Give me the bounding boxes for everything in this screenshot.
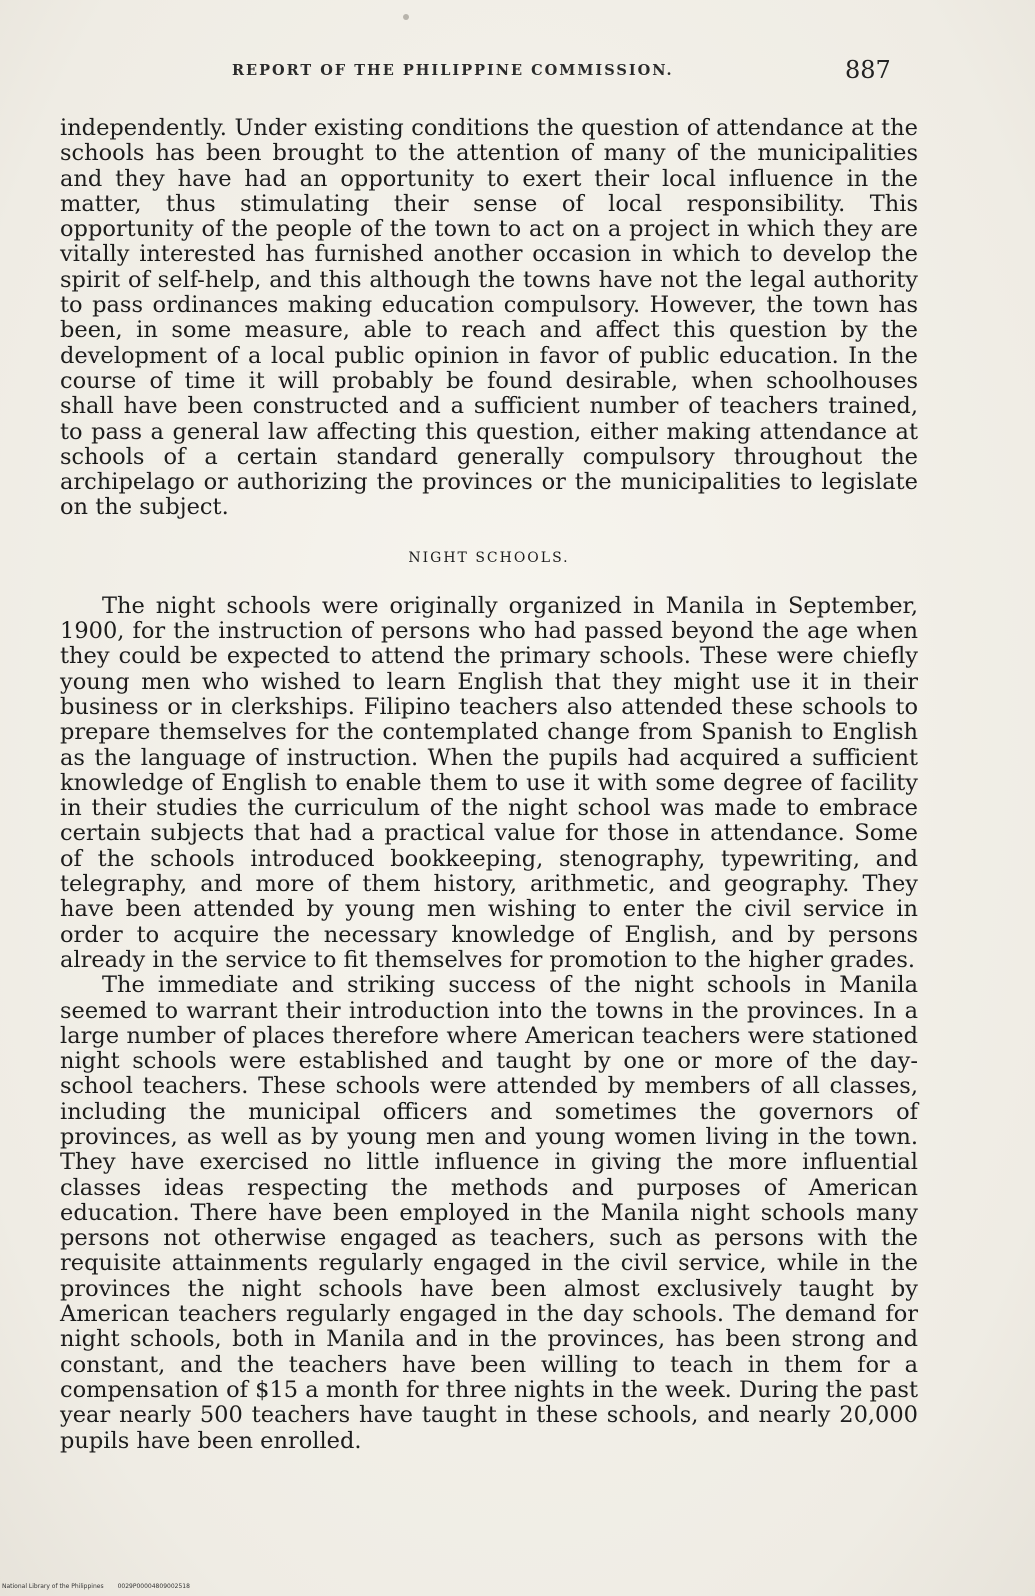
running-head: REPORT OF THE PHILIPPINE COMMISSION.: [232, 62, 674, 79]
body-text: [60, 116, 918, 1454]
paragraph-night-schools-origin: The night schools were originally organized in Manila in September, 1900, for the instruction of persons who had passed beyond the age when they could be expected to attend the primary schools. These were chiefly young men who wished to learn English that they might use it in their business or in clerkships. Filipino teachers also attended these schools to prepare themselves for the contemplated change from Spanish to English as the language of instruction. When the pupils had acquired a sufficient knowledge of English to enable them to use it with some degree of facility in their studies the curriculum of the night school was made to embrace certain subjects that had a practical value for those in attendance. Some of the schools introduced bookkeeping, stenography, typewriting, and telegraphy, and more of them history, arithmetic, and geography. They have been attended by young men wishing to enter the civil service in order to acquire the necessary knowledge of English, and by persons already in the service to fit themselves for promotion to the higher grades.: [60, 592, 918, 973]
footer-credit: [2, 1583, 190, 1590]
section-heading: NIGHT SCHOOLS.: [408, 549, 570, 566]
footer-library: National Library of the Philippines: [2, 1583, 104, 1590]
paragraph-night-schools-provinces: The immediate and striking success of the night schools in Manila seemed to warrant their introduction into the towns in the provinces. In a large number of places therefore where American teachers were stationed night schools were established and taught by one or more of the day-school teachers. These schools were attended by members of all classes, including the municipal officers and sometimes the governors of provinces, as well as by young men and young women living in the town. They have exercised no little influence in giving the more influential classes ideas respecting the methods and purposes of American education. There have been employed in the Manila night schools many persons not otherwise engaged as teachers, such as persons with the requisite attainments regularly engaged in the civil service, while in the provinces the night schools have been almost exclusively taught by American teachers regularly engaged in the day schools. The demand for night schools, both in Manila and in the provinces, has been strong and constant, and the teachers have been willing to teach in them for a compensation of $15 a month for three nights in the week. During the past year nearly 500 teachers have taught in these schools, and nearly 20,000 pupils have been enrolled.: [60, 972, 918, 1454]
footer-identifier: 0029P00004809002518: [117, 1583, 190, 1590]
scan-speck: [403, 14, 409, 20]
page-number: 887: [845, 56, 891, 84]
paragraph-continued: independently. Under existing conditions the question of attendance at the schools has been brought to the attention of many of the municipalities and they have had an opportunity to exert their local influence in the matter, thus stimulating their sense of local responsibility. This opportunity of the people of the town to act on a project in which they are vitally interested has furnished another occasion in which to develop the spirit of self-help, and this although the towns have not the legal authority to pass ordinances making education compulsory. However, the town has been, in some measure, able to reach and affect this question by the development of a local public opinion in favor of public education. In the course of time it will probably be found desirable, when schoolhouses shall have been constructed and a sufficient number of teachers trained, to pass a general law affecting this question, either making attendance at schools of a certain standard generally compulsory throughout the archipelago or authorizing the provinces or the municipalities to legislate on the subject.: [60, 115, 918, 521]
